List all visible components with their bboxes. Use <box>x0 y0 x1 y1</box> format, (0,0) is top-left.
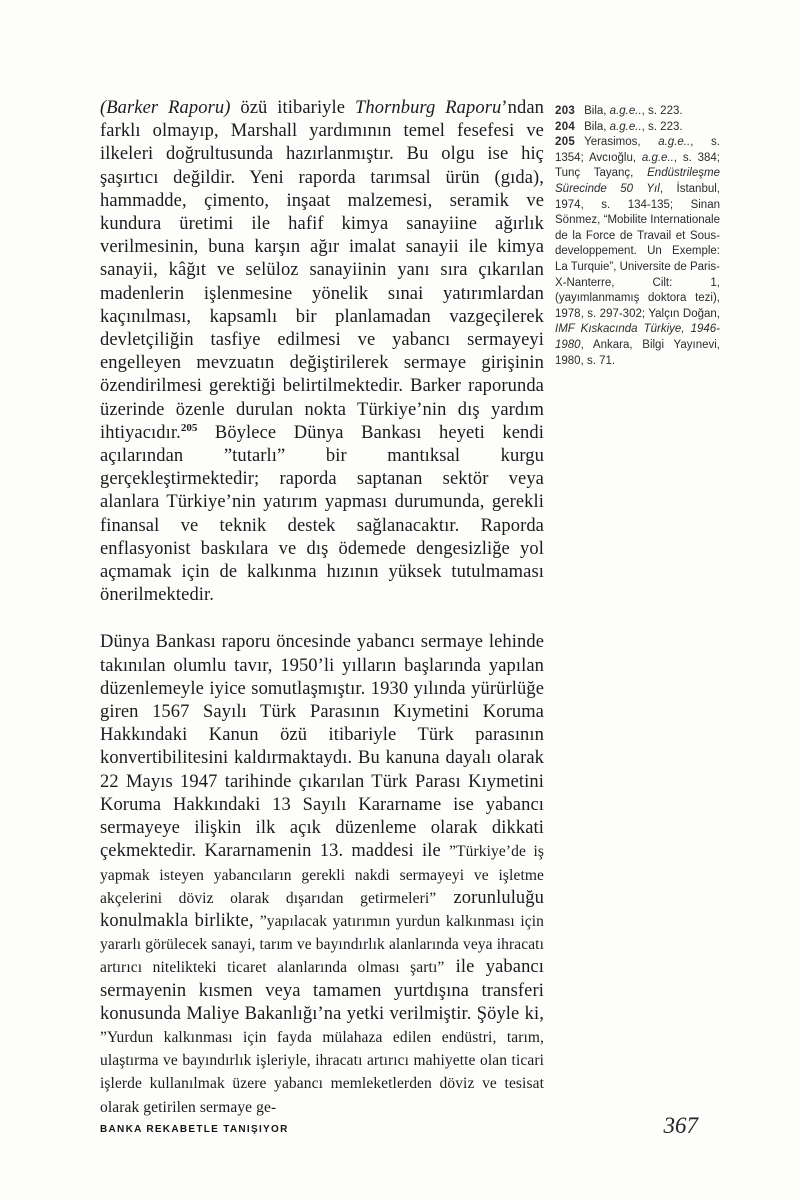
text-segment: zorunluluğu konulmakla birlikte, <box>100 887 544 931</box>
paragraph-1 <box>100 97 544 607</box>
footnotes-sidebar <box>555 104 720 369</box>
text-segment: Dünya Bankası raporu öncesinde yabancı sermaye lehinde takınılan olumlu tavır, 1950’li yılların başlarında yapılan düzenlemeyle iyice somutlaşmıştır. 1930 yılında yürürlüğe giren 1567 Sayılı Türk Parasının Kıymetini Koruma Hakkındaki Kanun özü itibariyle Türk parasının konvertibilitesini kaldırmaktaydı. Bu kanuna dayalı olarak 22 Mayıs 1947 tarihinde çıkarılan Türk Parası Kıymetini Koruma Hakkındaki 13 Sayılı Kararname ise yabancı sermayeye ilişkin ilk açık düzenleme olarak dikkati çekmektedir. Kararnamenin 13. maddesi ile <box>100 632 544 862</box>
page-number: 367 <box>663 1113 698 1138</box>
text-segment: Yerasimos, <box>584 136 659 149</box>
text-segment: , s. 384; Tunç Tayanç, <box>555 151 720 180</box>
quoted-text: ”Türkiye’de iş yapmak isteyen yabancıların gerekli nakdi sermayeyi ve işletme akçelerini döviz olarak dışarıdan getirmeleri” <box>100 843 544 907</box>
footnote-ref-205: 205 <box>180 421 198 434</box>
text-segment: Bila, <box>584 105 610 117</box>
text-segment: ’ndan farklı olmayıp, Marshall yardımının temel fesefesi ve ilkeleri doğrultusunda hazırlanmıştır. Bu olgu ise hiç şaşırtıcı değildir. Yeni raporda tarımsal ürün (gıda), hammadde, çimento, inşaat malzemesi, seramik ve kundura üretimi ile hafif kimya sanayiine ağırlık verilmesinin, buna karşın ağır imalat sanayii ile kimya sanayii, kâğıt ve selüloz sanayiinin yanı sıra çıkarılan madenlerin işlenmesine yönelik sınai yatırımlardan kaçınılması, kapsamlı bir planlamadan vazgeçilerek devletçiliğin tasfiye edilmesi ve yabancı sermayeyi engelleyen mevzuatın değiştirilerek sermaye girişinin özendirilmesi gerektiği belirtilmektedir. Barker raporunda üzerinde özenle durulan nokta Türkiye’nin dış yardım ihtiyacıdır. <box>100 98 545 443</box>
quoted-text: ”Yurdun kalkınması için fayda mülahaza edilen endüstri, tarım, ulaştırma ve bayındırlık işleriyle, ihracatı artırıcı mahiyette olan ticari işlerde kullanılmak üzere yabancı memleketlerden döviz ve tesisat olarak getirilen sermaye ge- <box>100 1028 544 1116</box>
text-segment: , s. 1354; Avcıoğlu, <box>555 136 720 164</box>
text-segment: Thornburg Raporu <box>354 98 502 118</box>
footnote-number: 205 <box>555 136 576 149</box>
text-segment: a.g.e.. <box>641 151 674 164</box>
running-head: BANKA REKABETLE TANIŞIYOR <box>100 1124 289 1135</box>
text-segment: (Barker Raporu) <box>100 98 231 118</box>
text-segment: özü itibariyle <box>230 98 355 118</box>
main-text-column <box>100 97 544 1119</box>
footnote-203 <box>555 104 720 120</box>
text-segment: a.g.e.. <box>609 120 642 133</box>
text-segment: , Ankara, Bilgi Yayınevi, 1980, s. 71. <box>555 338 720 367</box>
footnote-204 <box>555 120 720 136</box>
text-segment: Bila, <box>584 120 610 133</box>
text-segment: a.g.e.. <box>609 105 642 117</box>
text-segment: Böylece Dünya Bankası heyeti kendi açılarından ”tutarlı” bir mantıksal kurgu gerçekleştirmektedir; raporda saptanan sektör veya alanlara Türkiye’nin yatırım yapması durumunda, gerekli finansal ve teknik destek sağlanacaktır. Raporda enflasyonist baskılara ve dış ödemede dengesizliğe yol açmamak için de kalkınma hızının yüksek tutulmaması önerilmektedir. <box>100 422 544 606</box>
footnote-205 <box>555 135 720 369</box>
footnote-number: 204 <box>555 120 576 133</box>
quoted-text: ”yapılacak yatırımın yurdun kalkınması için yararlı görülecek sanayi, tarım ve bayındırlık alanlarında veya ihracatı artırıcı nitelikteki ticaret alanlarında olması şartı” <box>100 912 544 977</box>
text-segment: , s. 223. <box>641 120 683 133</box>
text-segment: a.g.e.. <box>658 136 691 149</box>
paragraph-2 <box>100 631 544 1118</box>
book-title: IMF Kıskacında Türkiye, 1946-1980 <box>555 323 720 351</box>
footnote-number: 203 <box>555 105 576 117</box>
text-segment: ile yabancı sermayenin kısmen veya tamamen yurtdışına transferi konusunda Maliye Bakanlığı’na yetki verilmiştir. Şöyle ki, <box>100 957 544 1024</box>
book-title: Endüstrileşme Sürecinde 50 Yıl <box>555 167 720 195</box>
text-segment: , İstanbul, 1974, s. 134-135; Sinan Sönmez, “Mobilite Internationale de la Force de Travail et Sous-developpement. Un Exemple: La Turquie”, Universite de Paris-X-Nanterre, Cilt: 1, (yayımlanmamış doktora tezi), 1978, s. 297-302; Yalçın Doğan, <box>555 182 720 320</box>
text-segment: , s. 223. <box>641 105 683 117</box>
